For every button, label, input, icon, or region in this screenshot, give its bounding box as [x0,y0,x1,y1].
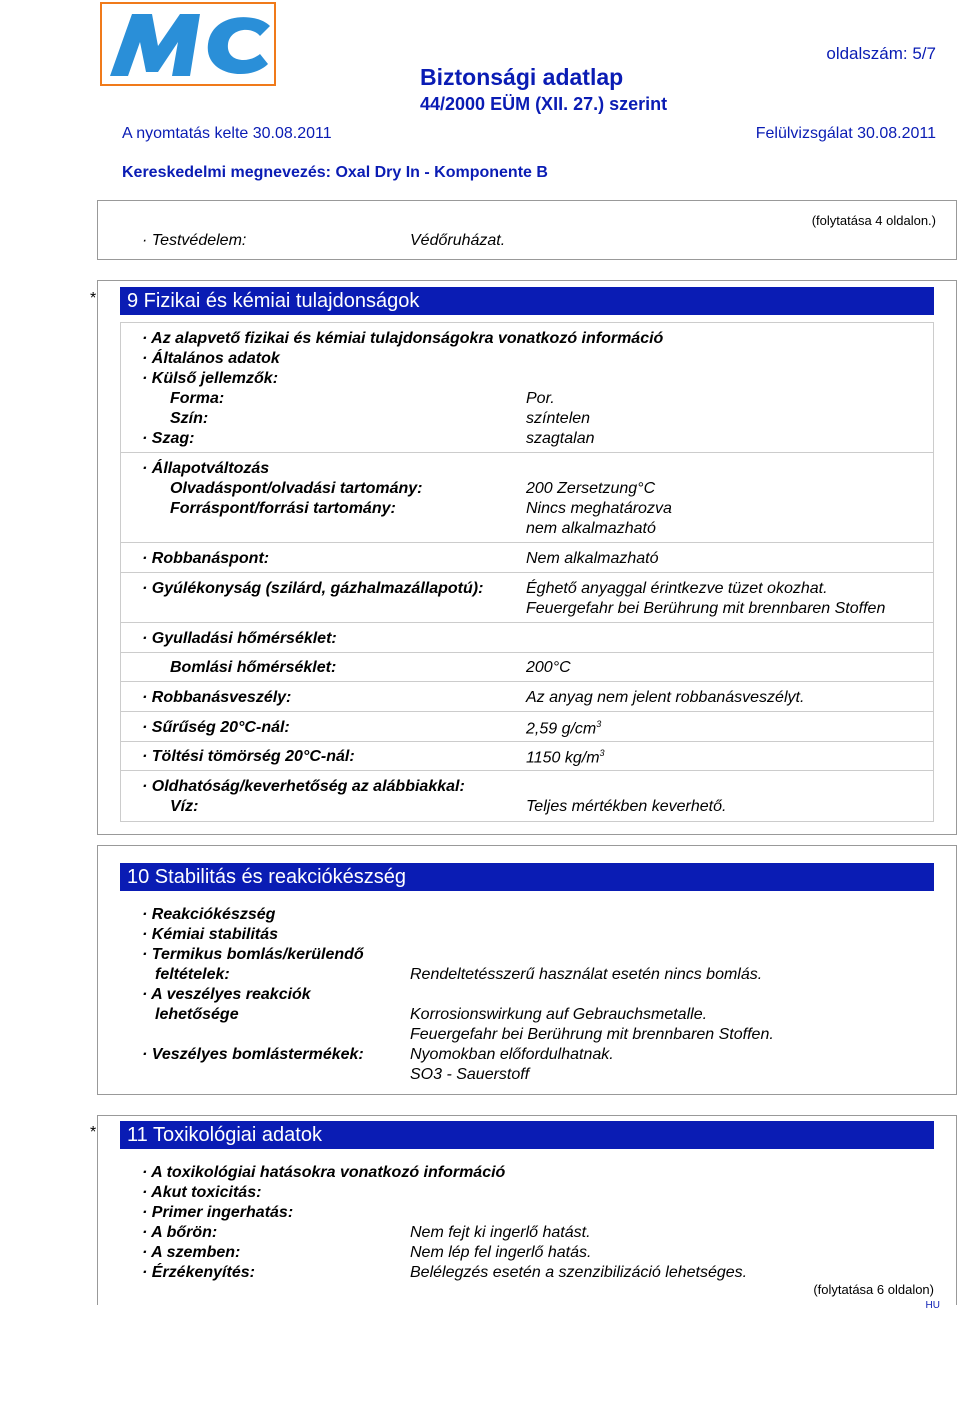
bulk-density-label: · Töltési tömörség 20°C-nál: [142,748,355,765]
basic-properties-info: · Az alapvető fizikai és kémiai tulajdonságokra vonatkozó információ [142,330,664,347]
hazardous-reactions-value-2: Feuergefahr bei Berührung mit brennbaren Stoffen. [410,1026,774,1043]
decomposition-temperature-label: Bomlási hőmérséklet: [170,659,337,676]
hazardous-reactions-value-1: Korrosionswirkung auf Gebrauchsmetalle. [410,1006,708,1023]
decomposition-temperature-value: 200°C [526,659,571,676]
melting-point-label: Olvadáspont/olvadási tartomány: [170,480,423,497]
print-date: A nyomtatás kelte 30.08.2011 [122,125,332,142]
divider [120,681,934,682]
boiling-point-value-2: nem alkalmazható [526,520,656,537]
divider [120,652,934,653]
melting-point-value: 200 Zersetzung°C [526,480,656,497]
water-value: Teljes mértékben keverhető. [526,798,727,815]
divider [120,622,934,623]
form-value: Por. [526,390,555,407]
revision-date: Felülvizsgálat 30.08.2011 [755,125,936,142]
primary-irritation: · Primer ingerhatás: [142,1204,294,1221]
divider [120,741,934,742]
continuation-note-bottom: (folytatása 6 oldalon) [813,1282,934,1297]
density-value: 2,59 $g/cm^3$ [526,719,602,738]
decomposition-products-value-1: Nyomokban előfordulhatnak. [410,1046,614,1063]
page-number: oldalszám: 5/7 [826,44,936,63]
section10-title: 10 Stabilitás és reakciókészség [120,863,934,891]
decomposition-products-label: · Veszélyes bomlástermékek: [142,1046,364,1063]
eye-value: Nem lép fel ingerlő hatás. [410,1244,592,1261]
external-characteristics: · Külső jellemzők: [142,370,279,387]
section9-title: 9 Fizikai és kémiai tulajdonságok [120,287,934,315]
general-data: · Általános adatok [142,350,280,367]
continuation-box [97,200,957,260]
divider [120,452,934,453]
language-code: HU [925,1300,940,1311]
thermal-decomposition-label-1: · Termikus bomlás/kerülendő [142,946,364,963]
explosion-hazard-label: · Robbanásveszély: [142,689,292,706]
skin-value: Nem fejt ki ingerlő hatást. [410,1224,591,1241]
chemical-stability: · Kémiai stabilitás [142,926,279,943]
flash-point-value: Nem alkalmazható [526,550,659,567]
thermal-decomposition-value: Rendeltetésszerű használat esetén nincs bomlás. [410,966,763,983]
explosion-hazard-value: Az anyag nem jelent robbanásveszélyt. [526,689,805,706]
bulk-density-value: 1150 $kg/m^3$ [526,748,605,767]
trade-name: Kereskedelmi megnevezés: Oxal Dry In - Komponente B [122,164,548,181]
sensitization-label: · Érzékenyítés: [142,1264,255,1281]
flash-point-label: · Robbanáspont: [142,550,270,567]
odor-label: · Szag: [142,430,195,447]
decomposition-products-value-2: SO3 - Sauerstoff [410,1066,530,1083]
state-change: · Állapotváltozás [142,460,270,477]
section11-change-marker: * [90,1124,97,1141]
section11-title: 11 Toxikológiai adatok [120,1121,934,1149]
color-value: színtelen [526,410,591,427]
ignition-temperature-label: · Gyulladási hőmérséklet: [142,630,337,647]
odor-value: szagtalan [526,430,595,447]
color-label: Szín: [170,410,209,427]
divider [120,770,934,771]
hazardous-reactions-label-2: lehetősége [155,1006,239,1023]
form-label: Forma: [170,390,225,407]
acute-toxicity: · Akut toxicitás: [142,1184,262,1201]
solubility-label: · Oldhatóság/keverhetőség az alábbiakkal: [142,778,465,795]
boiling-point-value-1: Nincs meghatározva [526,500,672,517]
boiling-point-label: Forráspont/forrási tartomány: [170,500,396,517]
water-label: Víz: [170,798,199,815]
continuation-note-top: (folytatása 4 oldalon.) [811,213,936,228]
toxicological-info: · A toxikológiai hatásokra vonatkozó információ [142,1164,506,1181]
flammability-label: · Gyúlékonyság (szilárd, gázhalmazállapotú): [142,580,484,597]
section9-change-marker: * [90,290,97,307]
density-label: · Sűrűség 20°C-nál: [142,719,290,736]
sensitization-value: Belélegzés esetén a szenzibilizáció lehetséges. [410,1264,748,1281]
eye-label: · A szemben: [142,1244,241,1261]
body-protection-value: Védőruházat. [410,232,506,249]
thermal-decomposition-label-2: feltételek: [155,966,230,983]
flammability-value-1: Éghető anyaggal érintkezve tüzet okozhat. [526,580,828,597]
body-protection-label: · Testvédelem: [142,232,247,249]
divider [120,542,934,543]
regulation-reference: 44/2000 EÜM (XII. 27.) szerint [420,94,668,114]
company-logo [100,2,276,86]
hazardous-reactions-label-1: · A veszélyes reakciók [142,986,311,1003]
skin-label: · A bőrön: [142,1224,218,1241]
divider [120,572,934,573]
document-title: Biztonsági adatlap [420,64,624,90]
divider [120,711,934,712]
reactivity: · Reakciókészség [142,906,276,923]
flammability-value-2: Feuergefahr bei Berührung mit brennbaren Stoffen [526,600,886,617]
